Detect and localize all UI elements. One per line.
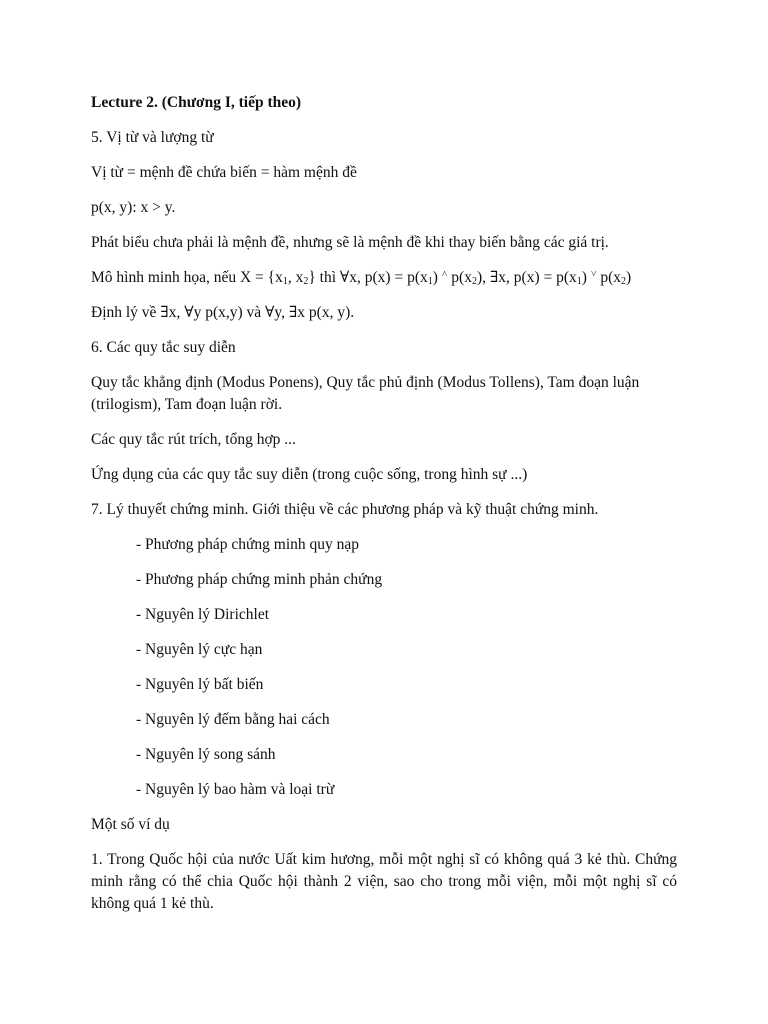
rules-applications: Ứng dụng của các quy tắc suy diễn (trong cuộc sống, trong hình sự ...)	[91, 466, 528, 483]
predicate-example: p(x, y): x > y.	[91, 199, 176, 216]
section-5-title: 5. Vị từ và lượng từ	[91, 129, 214, 146]
document-page	[91, 92, 677, 915]
method-item: - Phương pháp chứng minh quy nạp	[136, 536, 360, 553]
predicate-note: Phát biểu chưa phải là mệnh đề, nhưng sẽ là mệnh đề khi thay biến bằng các giá trị.	[91, 234, 609, 251]
predicate-definition: Vị từ = mệnh đề chứa biến = hàm mệnh đề	[91, 164, 357, 181]
example-1: 1. Trong Quốc hội của nước Uất kim hương, mỗi một nghị sĩ có không quá 3 kẻ thù. Chứng minh rằng có thể chia Quốc hội thành 2 viện, sao cho trong mỗi viện, mỗi một nghị sĩ có không quá 1 kẻ thù.	[91, 851, 677, 912]
logical-or-symbol: ˅	[590, 269, 597, 280]
other-rules: Các quy tắc rút trích, tổng hợp ...	[91, 431, 296, 448]
method-item: - Nguyên lý bao hàm và loại trừ	[136, 781, 335, 798]
examples-title: Một số ví dụ	[91, 816, 170, 833]
method-item: - Nguyên lý song sánh	[136, 746, 276, 763]
lecture-heading: Lecture 2. (Chương I, tiếp theo)	[91, 94, 302, 111]
quantifier-theorem: Định lý về ∃x, ∀y p(x,y) và ∀y, ∃x p(x, y).	[91, 304, 355, 321]
method-item: - Phương pháp chứng minh phản chứng	[136, 571, 383, 588]
method-item: - Nguyên lý đếm bằng hai cách	[136, 711, 330, 728]
section-6-title: 6. Các quy tắc suy diễn	[91, 339, 236, 356]
method-item: - Nguyên lý cực hạn	[136, 641, 263, 658]
quantifier-model: Mô hình minh họa, nếu $X = \{x_1$, $x_2$} thì ∀x, $p(x) = p(x_1)$ ˄ $p(x_2)$, ∃x, $p(x) = p(x_1)$ ˅ $p(x_2)$	[91, 269, 632, 287]
method-item: - Nguyên lý bất biến	[136, 676, 264, 693]
inference-rules: Quy tắc khẳng định (Modus Ponens), Quy tắc phủ định (Modus Tollens), Tam đoạn luận (trilogism), Tam đoạn luận rời.	[91, 374, 640, 413]
method-item: - Nguyên lý Dirichlet	[136, 606, 270, 623]
logical-and-symbol: ˄	[441, 269, 448, 280]
section-7-title: 7. Lý thuyết chứng minh. Giới thiệu về các phương pháp và kỹ thuật chứng minh.	[91, 501, 599, 518]
